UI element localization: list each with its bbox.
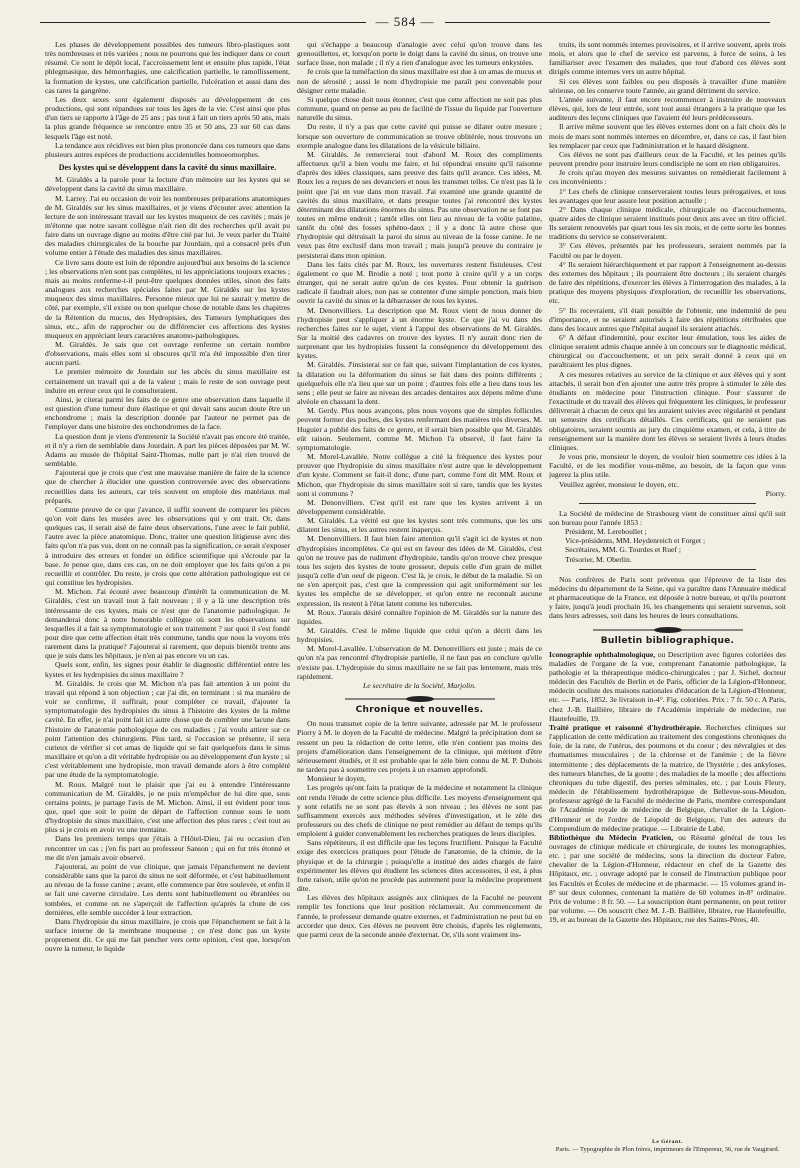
paragraph: Les progrès qu'ont faits la pratique de la médecine et notamment la clinique ont rendu l'étude de cette science plus difficile. Les moyens d'enseignement qui y sont relatifs ne se sont pas élevés à son niveau ; les élèves ne sont pas suffisamment exercés aux méthodes sévères d'investigation, et le zèle des professeurs ou des chefs de clinique ne peut remédier au défaut de temps qu'ils emploient à guider convenablement les recherches pratiques de leurs disciples. — [297, 783, 542, 839]
gerant-label: Le Gérant. — [652, 1139, 683, 1145]
column-1 — [45, 40, 290, 1148]
section-title: Des kystes qui se développent dans la cavité du sinus maxillaire. — [58, 163, 277, 173]
piorry-signature: Piorry. — [765, 488, 786, 498]
bureau-line: Président, M. Lereboullet ; — [565, 527, 647, 537]
header-rule-left — [40, 22, 366, 23]
paragraph: M. Giraldès. Je crois que M. Michon n'a pas fait attention à un point du travail qui répond à son objection ; car j'ai dit, en terminant : si ma manière de voir se confirme, il suffirait, pour compléter ce travail, d'ajouter la symptomatologie des hydropisies du sinus à l'histoire des kystes de la même cavité. En effet, je n'ai point fait ici autre chose que de combler une lacune dans l'histoire de l'anatomie pathologique de ces maladies ; j'ai voulu attirer sur ce point l'attention des chirurgiens. Plus tard, si l'occasion se présente, il sera curieux de vérifier si cet amas de liquide qui se fait quelquefois dans le sinus maxillaire et qu'on a dit véritable hydropisie ou au développement d'un kyste ; si c'est véritablement une hydropisie, mon travail demande alors à être complété par une étude de la symptomatologie. — [45, 678, 290, 780]
ornament-divider — [345, 695, 495, 703]
paragraph: M. Giraldès. J'insisterai sur ce fait que, suivant l'implantation de ces kystes, la dilatation ou la déformation du sinus se fait dans des points différents ; quelquefois elle n'a lieu que sur un point ; d'autres fois elle a lieu dans tous les sens ; elle peut se faire au niveau des arcades dentaires aux dépens même d'une alvéole en chassant la dent. — [297, 360, 542, 407]
biblio-entry-title: Bibliothèque du Médecin Praticien, — [549, 832, 674, 842]
biblio-entry-text: Recherches cliniques sur l'application de cette médication au traitement des congestions chroniques du foie, de la rate, de l'utérus, des poumons et du coeur ; des névralgies et des rhumatismes musculaires ; de la chlorose et de l'anémie ; de la fièvre intermittente ; des déplacements de la matrice, de l'hystérie ; des ankyloses, des tumeurs blanches, de la goutte ; des maladies de la moelle ; des affections chroniques du tube digestif, des pertes séminales, etc. ; par Louis Fleury, médecin de l'établissement hydrothérapique de Bellevue-sous-Meudon, professeur agrégé de la Faculté de médecine de Paris, membre correspondant de l'Académie royale de médecine de Belgique, chevalier de la Légion-d'Honneur et de l'ordre de Léopold de Belgique, l'un des auteurs du Compendium de médecine pratique. — Librairie de Labé. — [549, 722, 786, 833]
paragraph: Veuillez agréer, monsieur le doyen, etc. — [559, 479, 679, 489]
paragraph: M. Morel-Lavallée. L'observation de M. Denonvilliers est juste ; mais de ce qu'on n'a pas rencontré d'hydropisie partielle, il ne faut pas en conclure qu'elle n'existe pas. L'hydropisie du sinus maxillaire ne se fait pas lentement, mais très rapidement. — [297, 644, 542, 681]
biblio-entry — [549, 650, 786, 723]
biblio-entry-text: ou Résumé général de tous les ouvrages de clinique médicale et chirurgicale, de toutes les monographies, etc. ; par une société de médecins, sous la direction du docteur Fabre, chevalier de la Légion-d'Honneur, rédacteur en chef de la Gazette des Hôpitaux, etc. ; ouvrage adopté par le conseil de l'instruction publique pour les Facultés et Écoles de médecine et de pharmacie. — 15 volumes grand in-8° sur deux colonnes, contenant la matière de 60 volumes in-8° ordinaire. Prix de volume : 8 fr. 50. — La souscription étant permanente, on peut retirer par volume. — On souscrit chez M. J.-B. Baillière, libraire, rue Hautefeuille, 19, et au bureau de la Gazette des Hôpitaux, rue des Saints-Pères, 40. — [549, 832, 786, 925]
paragraph: Je crois qu'au moyen des mesures suivantes on remédierait facilement à ces inconvénients : — [549, 168, 786, 187]
paragraph: J'ajouterai, au point de vue clinique, que jamais l'épanchement ne devient considérable sans que la paroi du sinus ne soit déformée, et c'est habituellement au niveau de la fosse canine ; avant, elle commence par être soulevée, et enfin il se fait une caverne circulaire. Les dents sont habituellement ou ébranlées ou tombées, et comme on ne s'aperçoit de l'affection qu'après la chute de ces dernières, elle semble succéder à leur extraction. — [45, 861, 290, 917]
page-header — [30, 12, 780, 32]
paragraph: 2° Dans chaque clinique médicale, chirurgicale ou d'accouchements, quatre aides de clinique seraient institués pour deux ans avec un titre officiel. Ils seraient renouvelés par quart tous les six mois, et de cette sorte les bonnes traditions du service se conserveraient. — [549, 204, 786, 242]
paragraph: Il arrive même souvent que les élèves externes dont on a fait choix dès le mois de mars sont nommés internes en décembre, et, dans ce cas, il faut bien les remplacer par ceux que l'administration et le hasard désignent. — [549, 122, 786, 150]
paragraph: Nos confrères de Paris sont prévenus que l'épreuve de la liste des médecins du département de la Seine, qui va paraître dans l'Annuaire médical et pharmaceutique de la France, est déposée à notre bureau, et qu'ils pourront y faire, jusqu'à jeudi prochain 16, les changements qui seraient survenus, soit dans leurs adresses, soit dans les heures de leurs consultations. — [549, 574, 786, 621]
paragraph: M. Denonvilliers. La description que M. Roux vient de nous donner de l'hydropisie peut s'appliquer à un énorme kyste. Ce que j'ai vu dans des recherches faites sur le sujet, vient à l'appui des observations de M. Giraldès. Sur la moitié des cadavres on trouve des kystes. Il n'y aurait donc rien de surprenant que les hydropisies fussent la conséquence du développement des kystes. — [297, 305, 542, 361]
biblio-entry-text: ou Description avec figures coloriées des maladies de l'organe de la vue, comprenant l'anatomie pathologique, la pathologie et la thérapeutique médico-chirurgicales ; par J. Sichel, docteur médecin des Facultés de Berlin et de Paris, officier de la Légion-d'Honneur, médecin oculiste des maisons nationales d'éducation de la Légion-d'Honneur, etc. — Paris, 1852. 3e livraison in-4°. Fig. coloriées. Prix : 7 fr. 50 c. A Paris, chez J.-B. Baillière, libraire de l'Académie impériale de médecine, rue Hautefeuille, 19. — [549, 649, 786, 723]
chronicle-title: Chronique et nouvelles. — [355, 705, 484, 716]
salutation: Monsieur le doyen, — [307, 774, 366, 784]
paragraph: Sans répétiteurs, il est difficile que les leçons fructifient. Puisque la Faculté exige des exercices pratiques pour l'étude de l'anatomie, de la chimie, de la physique et de la chirurgie ; puisqu'elle a institué des aides chargés de faire expérimenter les élèves qui étudient les sciences dites accessoires, il est, à plus forte raison, utile qu'on ne procède pas autrement pour la médecine proprement dite. — [297, 838, 542, 894]
paragraph: Si quelque chose doit nous étonner, c'est que cette affection ne soit pas plus commune, quand on pense au peu de facilité de l'issue du liquide par l'ouverture naturelle du sinus. — [297, 94, 542, 123]
paragraph: 3° Ces élèves, présentés par les professeurs, seraient nommés par la Faculté ou par le doyen. — [549, 241, 786, 260]
paragraph: M. Roux. Malgré tout le plaisir que j'ai eu à entendre l'intéressante communication de M. Giraldès, je ne puis m'empêcher de lui dire que, sous certains points, je partage l'avis de M. Michon. Ainsi, il est évident pour tous que, quel que soit le point de départ de l'affection connue sous le nom d'hydropisie du sinus maxillaire, c'est une affection des plus rares ; c'est tout au plus si je crois en avoir vu une trentaine. — [45, 779, 290, 835]
paragraph: Les élèves des hôpitaux assignés aux cliniques de la Faculté ne peuvent remplir les fonctions que leur position réclamerait. Au commencement de l'année, le professeur demande quatre externes, et l'administration ne peut lui en accorder que deux. Ces élèves ne peuvent être choisis, d'après les règlements, que parmi ceux de la seconde année d'externat. Or, s'ils sont vraiment ins- — [297, 893, 542, 939]
paragraph: truits, ils sont nommés internes provisoires, et il arrive souvent, après trois mois, et alors que le chef de service est parvenu, à force de soins, à les familiariser avec l'examen des malades, que tout d'abord ces élèves sont dirigés comme internes vers un autre hôpital. — [549, 40, 786, 77]
paragraph: Ce livre sans doute est loin de répondre aujourd'hui aux besoins de la science ; les observations n'en sont pas complètes, ni les appréciations toujours exactes ; mais au moins renferme-t-il peut-être quelques données utiles, sinon des faits analogues aux recherches spéciales faites par M. Giraldès sur les kystes muqueux des sinus maxillaires. Personne mieux que lui ne saurait y mettre de côté, par exemple, s'il existe ou non quelque chose de notable dans les chapitres de la Rétention du mucus, des Hydropisies, des Tumeurs lymphatiques des sinus, etc., afin de rapprocher ou de différencier ces affections des kystes muqueux en appréciant leurs caractères anatomo-pathologiques. — [45, 257, 290, 340]
paragraph: qui s'échappe a beaucoup d'analogie avec celui qu'on trouve dans les grenouillettes, et, lorsqu'on porte le doigt dans la cavité du sinus, on trouve une surface lisse, non malade ; il n'y a rien d'analogue avec les tumeurs enkystées. — [297, 40, 542, 68]
paragraph: Dans l'hydropisie du sinus maxillaire, je crois que l'épanchement se fait à la surface interne de la membrane muqueuse ; ce n'est donc pas un kyste proprement dit. Ce qui me fait pencher vers cette opinion, c'est que, lorsqu'on ouvre la tumeur, le liquide — [45, 916, 290, 954]
bureau-line: Trésorier, M. Oberlin. — [565, 554, 632, 564]
ornament-divider — [593, 626, 743, 634]
paragraph: L'année suivante, il faut encore recommencer à instruire de nouveaux élèves, qui, lors de leur entrée, sont tout aussi étrangers à la pratique que les auditeurs des leçons cliniques que l'avaient été leurs prédécesseurs. — [549, 94, 786, 123]
paragraph: A ces mesures relatives au service de la clinique et aux élèves qui y sont attachés, il serait bon d'en ajouter une autre très propre à stimuler le zèle des étudiants en médecine pour l'instruction clinique. Pour s'assurer de l'exactitude et du travail des élèves qui fréquentent les cliniques, le professeur délivrerait à chacun de ceux qui les auraient suivies avec régularité et pendant un semestre des certificats détaillés. Ces certificats, qui ne seraient pas obligatoires, seraient soumis au jury du cinquième examen, et cela, à titre de renseignement sur la manière dont les élèves se seraient livrés à leurs études cliniques. — [549, 369, 786, 452]
paragraph: Je crois que la tuméfaction du sinus maxillaire est due à un amas de mucus et non de sérosité ; aussi le nom d'hydropisie me paraît peu convenable pour désigner cette maladie. — [297, 67, 542, 95]
paragraph: M. Gerdy. Plus nous avançons, plus nous voyons que de simples follicules peuvent former des poches, des kystes renfermant des matières très diverses. M. Huguier a publié des faits de ce genre, et il serait bien possible que M. Giraldès eût raison. Seulement, comme M. Michon l'a observé, il faut faire la symptomatologie. — [297, 406, 542, 452]
paragraph: Si ces élèves sont faibles ou peu disposés à travailler d'une manière sérieuse, on les conserve toute l'année, au grand détriment du service. — [549, 76, 786, 95]
paragraph: M. Denonvilliers. Il faut bien faire attention qu'il s'agit ici de kystes et non d'hydropisies incomplètes. Ce qui est en faveur des idées de M. Giraldès, c'est qu'on ne trouve pas de rudiment d'hydropisie, tandis qu'on trouve chez presque tous les sujets des kystes de toute grosseur, depuis celle d'un grain de millet jusqu'à celle d'un oeuf de pigeon. C'est là, je crois, le début de la maladie. Si on ne s'en aperçoit pas, c'est que la compression qui agit uniformément sur les kystes les empêche de se développer, et qu'on entre ne reconnaît aucune expression, ils restent à l'état latent comme les tubercules. — [297, 534, 542, 608]
paragraph: M. Morel-Lavallée. Notre collègue a cité la fréquence des kystes pour prouver que l'hydropisie du sinus maxillaire n'est autre que le développement d'un kyste. Comment se fait-il donc, d'une part, comme l'ont dit MM. Roux et Michon, que l'hydropisie du sinus maxillaire soit si rare, tandis que les kystes sont si communs ? — [297, 452, 542, 498]
paragraph: La tendance aux récidives est bien plus prononcée dans ces tumeurs que dans plusieurs autres espèces de productions accidentelles homoeomorphes. — [45, 140, 290, 159]
divider — [579, 503, 756, 504]
paragraph: M. Giraldès. Je sais que cet ouvrage renferme un certain nombre d'observations, mais elles sont si obscures qu'il m'a été impossible d'en tirer aucun parti. — [45, 340, 290, 368]
paragraph: Quels sont, enfin, les signes pour établir le diagnostic différentiel entre les kystes et les hydropisies du sinus maxillaire ? — [45, 660, 290, 679]
bureau-line: Secrétaires, MM. G. Tourdes et Ruef ; — [565, 545, 681, 555]
paragraph: M. Giraldès. La vérité est que les kystes sont très communs, que les uns dilatent les sinus, et les autres restent inaperçus. — [297, 516, 542, 535]
biblio-entry — [549, 833, 786, 925]
paragraph: M. Michon. J'ai écouté avec beaucoup d'intérêt la communication de M. Giraldès, c'est un travail tout à fait nouveau ; il y a là une description très intéressante de ces kystes, mais ce n'est que de l'anatomie pathologique. Je demanderai donc à notre honorable collègue où sont les observations sur lesquelles il a fait sa symptomatologie et son traitement ? sur quoi il s'est fondé pour dire que cette affection était très commune, tandis que nous la voyons très rarement dans la pratique? J'ajouterai si rarement, que depuis bientôt trente ans que je suis dans les hôpitaux, je n'en ai pas encore vu un cas. — [45, 587, 290, 661]
biblio-entry-title: Iconographie ophthalmologique, — [549, 649, 656, 659]
paragraph: Dans les premiers temps que j'étais à l'Hôtel-Dieu, j'ai eu occasion d'en rencontrer un cas ; j'en fis part au professeur Sanson ; qui en fut très étonné et me dit n'en jamais avoir observé. — [45, 834, 290, 862]
paragraph: M. Roux. J'aurais désiré connaître l'opinion de M. Giraldès sur la nature des liquides. — [297, 607, 542, 626]
paragraph: M. Giraldès a la parole pour la lecture d'un mémoire sur les kystes qui se développent dans la cavité du sinus maxillaire. — [45, 175, 290, 194]
paragraph: M. Denonvilliers. C'est qu'il est rare que les kystes arrivent à un développement considérable. — [297, 497, 542, 516]
paragraph: Je vous prie, monsieur le doyen, de vouloir bien soumettre ces idées à la Faculté, et de les modifier vous-même, au besoin, de la façon que vous jugerez la plus utile. — [549, 452, 786, 480]
paragraph: On nous transmet copie de la lettre suivante, adressée par M. le professeur Piorry à M. le doyen de la Faculté de médecine. Malgré la précipitation dont se ressent un peu la rédaction de cette lettre, elle n'en contient pas moins des projets d'amélioration dans l'enseignement de la clinique, qui méritent d'être sérieusement étudiés, et il est probable que le zèle bien connu de M. P. Dubois ne tardera pas à soumettre ces projets à un examen approfondi. — [297, 719, 542, 775]
secretary-signature: Le secrétaire de la Société, Marjolin. — [363, 680, 476, 690]
paragraph: Comme preuve de ce que j'avance, il suffit souvent de comparer les pièces qu'on voit dans les musées avec les observations qui y ont trait. Or, dans quelques cas, il serait aisé de faire deux observations, l'une avec le fait publié, l'autre avec la pièce anatomique. Donc, traiter une question litigieuse avec des faits qu'on n'a pas vus, dont on ne connaît pas la signification, ce serait s'exposer à introduire des erreurs et fonder un édifice scientifique qui s'écroule par la base. Je pense que, dans ces cas, on ne doit employer que les faits qu'on a pu recueillir et contrôler. Du reste, je crois que cette altération pathologique est ce qui constitue les hydropisies. — [45, 504, 290, 588]
bibliography-title: Bulletin bibliographique. — [600, 635, 735, 646]
paragraph: Les deux sexes sont également disposés au développement de ces productions, qui sont répandues sur tous les âges de la vie. C'est ainsi que plus d'un tiers se rapporte à l'âge de 25 ans ; pas tout à fait un tiers après 50 ans, mais la plus grande fréquence se rencontre entre 35 et 50 ans, 23 sur 60 cas dans lesquels l'âge est noté. — [45, 94, 290, 141]
paragraph: Ainsi, je citerai parmi les faits de ce genre une observation dans laquelle il est question d'une tumeur dure élastique et qui devait sans aucun doute être un enchondrome ; mais la description donnée par l'auteur ne permet pas de l'employer dans une histoire des enchondromes de la face. — [45, 394, 290, 432]
paragraph: 5° Ils recevraient, s'il était possible de l'obtenir, une indemnité de peu d'importance, et ne seraient autorisés à faire des répétitions rétribuées que dans des locaux autres que l'hôpital auquel ils seraient attachés. — [549, 305, 786, 333]
page-footer — [549, 1138, 786, 1154]
paragraph: Le premier mémoire de Jourdain sur les abcès du sinus maxillaire est certainement un travail qui a de la valeur ; mais le reste de son ouvrage peut induire en erreur ceux qui le consulteraient. — [45, 367, 290, 395]
paragraph: 6° A défaut d'indemnité, pour exciter leur émulation, tous les aides de clinique seraient admis chaque année à un concours sur le diagnostic médical, chirurgical ou d'accouchement, et un prix serait donné à ceux qui en paraîtraient les plus dignes. — [549, 333, 786, 370]
paragraph: M. Giraldès. Je remercierai tout d'abord M. Roux des compliments affectueux qu'il a bien voulu me faire, et lui répondrai ensuite qu'il raisonne d'après des idées classiques, sans preuve des faits qu'il avance. Ces idées, M. Roux les a reçues de ses devanciers et nous les transmet telles. Ce n'est pas là le point que j'ai en vue dans mon travail. J'ai examiné une grande quantité de cavités du sinus maxillaire, et dans presque toutes j'ai rencontré des kystes déterminant des dilatations énormes du sinus. Pas une observation ne se font pas toutes en même endroit ; tantôt elles ont lieu au niveau de la voûte palatine, tantôt du côté des fosses sphéno-daux ; il y a donc là autre chose que l'hydropisie qui détruisait la paroi du sinus au niveau de la fosse canine. Je ne veux pas être exclusif dans mon travail ; mais jusqu'à preuve du contraire je persisterai dans mon opinion. — [297, 149, 542, 260]
printer-line: Paris. — Typographie de Plon frères, imprimeurs de l'Empereur, 36, rue de Vaugirard. — [555, 1146, 780, 1153]
page-number: — 584 — — [375, 14, 435, 29]
paragraph: M. Larrey. J'ai eu occasion de voir les nombreuses préparations anatomiques de M. Giraldès sur les sinus maxillaires, et je viens d'écouter avec attention la lecture de son intéressant travail sur les kystes muqueux de ces cavités ; mais je m'étonne que notre savant collègue n'ait rien dit des recherches qu'il avait pu faire dans un ouvrage digne au moins d'être cité par lui. Je veux parler du Traité des maladies chirurgicales de la bouche par Jourdain, qui a consacré près d'un volume entier à l'étude des maladies des sinus maxillaires. — [45, 193, 290, 258]
paragraph: La question dont je viens d'entretenir la Société n'avait pas encore été traitée, et il n'y a rien de semblable dans Jourdain. A part les pièces déposées par M. W. Adams au musée de l'hôpital Saint-Thomas, nulle part je n'ai rien trouvé de semblable. — [45, 431, 290, 469]
header-rule-right — [445, 22, 771, 23]
paragraph: La Société de médecine de Strasbourg vient de constituer ainsi qu'il suit son bureau pour l'année 1853 : — [549, 508, 786, 527]
bureau-line: Vice-présidents, MM. Heydenreich et Forget ; — [565, 536, 706, 546]
paragraph: J'ajouterai que je crois que c'est une mauvaise manière de faire de la science que de chercher à élucider une question controversée avec des observations recueillies dans les auteurs, car très souvent on emploie des matériaux mal préparés. — [45, 468, 290, 505]
biblio-entry — [549, 723, 786, 833]
paragraph: 4° Ils seraient hiérarchiquement et par rapport à l'enseignement au-dessus des externes des hôpitaux ; ils pourraient être docteurs ; ils seraient chargés de faire des répétitions, d'exercer les élèves à l'interrogation des malades, à la pratique des moyens physiques d'exploration, de recueillir les observations, etc. — [549, 259, 786, 306]
paragraph: Les phases de développement possibles des tumeurs fibro-plastiques sont très nombreuses et très variées ; nous ne pourrons que les indiquer dans ce court résumé. Ce sont le dépôt local, l'accroissement lent et ensuite plus rapide, l'état phlegmasique, des hémorrhagies, une calcification partielle, le ramollissement, la formation de kystes, une calcification partielle, l'ulcération et aussi dans des cas rares la gangrène. — [45, 40, 290, 95]
paragraph: Ces élèves ne sont pas d'ailleurs ceux de la Faculté, et les peines qu'ils peuvent prendre pour instruire leurs condisciple ne sont en rien obligatoires. — [549, 149, 786, 169]
column-2 — [297, 40, 542, 1148]
column-3 — [549, 40, 786, 1148]
paragraph: M. Giraldès. C'est le même liquide que celui qu'on a décrit dans les hydropisies. — [297, 626, 542, 645]
biblio-entry-title: Traité pratique et raisonné d'hydrothérapie. — [549, 722, 702, 732]
paragraph: Dans les faits cités par M. Roux, les ouvertures restent fistuleuses. C'est également ce que M. Brodie a noté ; tout porte à croire qu'il y a un corps étranger, qui ne serait autre qu'un de ces kystes. Pour obtenir la guérison radicale il faudrait alors, non pas se contenter d'une simple ponction, mais bien ouvrir la cavité du sinus et la débarrasser de tous les kystes. — [297, 259, 542, 306]
paragraph: Du reste, il n'y a pas que cette cavité qui puisse se dilater outre mesure ; lorsque son ouverture de communication se trouve oblitérée, nous trouvons un exemple analogue dans les dilatations de la vésicule biliaire. — [297, 122, 542, 150]
divider — [579, 569, 756, 570]
paragraph: 1° Les chefs de clinique conserveraient toutes leurs prérogatives, et tous les avantages que leur assure leur position actuelle ; — [549, 186, 786, 205]
